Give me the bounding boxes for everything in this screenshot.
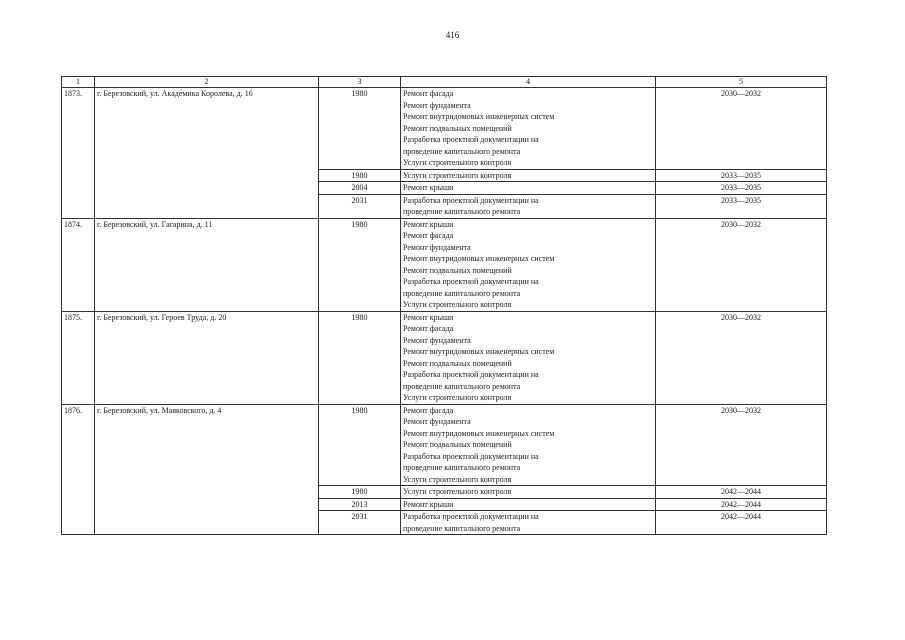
work-item: Ремонт фасада: [403, 405, 454, 415]
period-cell: 2030—2032: [656, 311, 827, 404]
table-row: [62, 218, 827, 311]
works-cell: [401, 511, 656, 535]
period-cell: 2030—2032: [656, 218, 827, 311]
work-item: Ремонт крыши: [403, 499, 454, 509]
work-item: Разработка проектной документации на: [403, 277, 539, 286]
works-cell: [401, 194, 656, 218]
work-item: проведение капитального ремонта: [403, 463, 521, 472]
period-cell: 2042—2044: [656, 486, 827, 499]
building-address: г. Березовский, ул. Маяковского, д. 4: [95, 404, 319, 535]
period-cell: 2033—2035: [656, 194, 827, 218]
work-item: Ремонт подвальных помещений: [403, 358, 512, 368]
page-number: 416: [445, 30, 460, 40]
work-item: проведение капитального ремонта: [403, 523, 521, 533]
year-cell: 1980: [319, 218, 401, 311]
works-cell: [401, 311, 656, 404]
column-header: 2: [95, 77, 319, 88]
entry-number: 1875.: [62, 311, 95, 404]
works-cell: [401, 218, 656, 311]
work-item: Разработка проектной документации на: [403, 135, 539, 144]
works-cell: [401, 182, 656, 195]
work-item: Услуги строительного контроля: [403, 393, 512, 402]
building-address: г. Березовский, ул. Академика Королева, д. 16: [95, 88, 319, 219]
works-cell: [401, 88, 656, 170]
work-item: Услуги строительного контроля: [403, 474, 512, 484]
works-cell: [401, 404, 656, 486]
table-row: [62, 88, 827, 170]
work-item: Ремонт фасада: [403, 89, 454, 98]
entry-number: 1874.: [62, 218, 95, 311]
year-cell: 2013: [319, 498, 401, 511]
year-cell: 2031: [319, 511, 401, 535]
work-item: Услуги строительного контроля: [403, 487, 512, 496]
work-item: Разработка проектной документации на: [403, 512, 539, 521]
entry-number: 1873.: [62, 88, 95, 219]
building-address: г. Березовский, ул. Героев Труда, д. 20: [95, 311, 319, 404]
year-cell: 1980: [319, 169, 401, 182]
table-body: [62, 88, 827, 535]
year-cell: 2004: [319, 182, 401, 195]
period-cell: 2030—2032: [656, 88, 827, 170]
work-item: Услуги строительного контроля: [403, 158, 512, 167]
period-cell: 2033—2035: [656, 169, 827, 182]
work-item: проведение капитального ремонта: [403, 146, 521, 156]
work-item: проведение капитального ремонта: [403, 207, 521, 216]
work-item: Ремонт фундамента: [403, 242, 471, 252]
work-item: Ремонт внутридомовых инженерных систем: [403, 112, 555, 121]
work-item: Ремонт внутридомовых инженерных систем: [403, 254, 555, 263]
work-item: Разработка проектной документации на: [403, 195, 539, 205]
period-cell: 2030—2032: [656, 404, 827, 486]
work-item: проведение капитального ремонта: [403, 381, 521, 391]
column-header: 4: [401, 77, 656, 88]
period-cell: 2042—2044: [656, 511, 827, 535]
work-item: Услуги строительного контроля: [403, 170, 512, 180]
entry-number: 1876.: [62, 404, 95, 535]
work-item: Ремонт внутридомовых инженерных систем: [403, 428, 555, 438]
year-cell: 2031: [319, 194, 401, 218]
work-item: Ремонт крыши: [403, 219, 454, 229]
work-item: Ремонт фасада: [403, 231, 454, 240]
period-cell: 2033—2035: [656, 182, 827, 195]
column-header: 3: [319, 77, 401, 88]
column-header: 1: [62, 77, 95, 88]
year-cell: 1980: [319, 404, 401, 486]
year-cell: 1980: [319, 311, 401, 404]
work-item: Разработка проектной документации на: [403, 370, 539, 379]
works-cell: [401, 169, 656, 182]
works-cell: [401, 486, 656, 499]
work-item: Услуги строительного контроля: [403, 300, 512, 309]
work-item: Ремонт фундамента: [403, 100, 471, 110]
year-cell: 1980: [319, 88, 401, 170]
table-row: [62, 311, 827, 404]
period-cell: 2042—2044: [656, 498, 827, 511]
work-item: Ремонт фасада: [403, 324, 454, 333]
building-address: г. Березовский, ул. Гагарина, д. 11: [95, 218, 319, 311]
work-item: Ремонт крыши: [403, 183, 454, 192]
year-cell: 1980: [319, 486, 401, 499]
table-row: [62, 404, 827, 486]
works-cell: [401, 498, 656, 511]
capital-repair-table: [61, 76, 827, 535]
work-item: Ремонт подвальных помещений: [403, 440, 512, 449]
column-header: 5: [656, 77, 827, 88]
work-item: Ремонт крыши: [403, 312, 454, 322]
work-item: Ремонт подвальных помещений: [403, 123, 512, 133]
table-header-row: [62, 77, 827, 88]
work-item: Ремонт фундамента: [403, 335, 471, 345]
work-item: проведение капитального ремонта: [403, 288, 521, 298]
work-item: Разработка проектной документации на: [403, 451, 539, 461]
work-item: Ремонт внутридомовых инженерных систем: [403, 347, 555, 356]
work-item: Ремонт подвальных помещений: [403, 265, 512, 275]
work-item: Ремонт фундамента: [403, 417, 471, 426]
